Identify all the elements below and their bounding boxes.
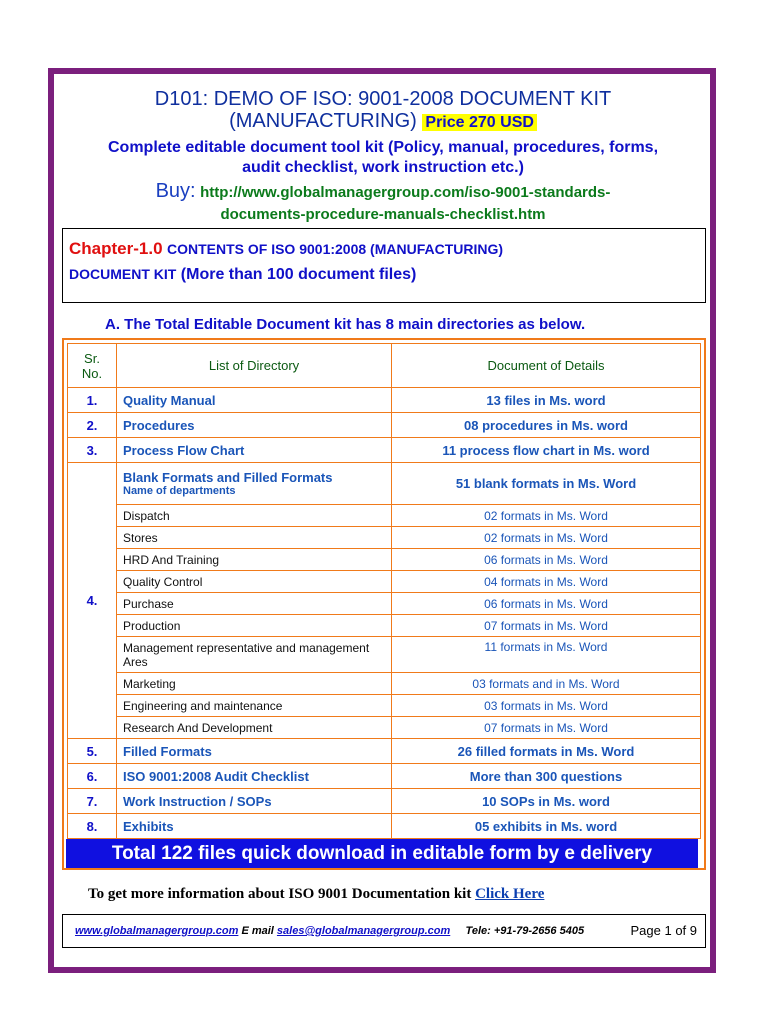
page-footer — [62, 914, 706, 948]
row-name: ISO 9001:2008 Audit Checklist — [117, 764, 392, 789]
subrow-detail: 07 formats in Ms. Word — [392, 717, 701, 739]
title-line-1: D101: DEMO OF ISO: 9001-2008 DOCUMENT KIT — [154, 88, 612, 110]
row-detail: 08 procedures in Ms. word — [392, 413, 701, 438]
table-row — [68, 413, 701, 438]
table-row — [68, 438, 701, 463]
row-detail: 11 process flow chart in Ms. word — [392, 438, 701, 463]
subrow-name: Stores — [117, 527, 392, 549]
subrow-name: Production — [117, 615, 392, 637]
buy-link-line-1[interactable]: http://www.globalmanagergroup.com/iso-9001-standards- — [200, 184, 611, 201]
row-name: Quality Manual — [117, 388, 392, 413]
title-line-2 — [60, 110, 706, 134]
row-name — [117, 463, 392, 505]
table-subrow — [68, 549, 701, 571]
subrow-name: HRD And Training — [117, 549, 392, 571]
table-subrow — [68, 695, 701, 717]
subrow-name: Dispatch — [117, 505, 392, 527]
page-number: Page 1 of 9 — [630, 923, 697, 938]
table-row — [68, 814, 701, 839]
chapter-heading-box — [62, 228, 706, 303]
subrow-name: Purchase — [117, 593, 392, 615]
table-subrow — [68, 673, 701, 695]
section-a-heading: A. The Total Editable Document kit has 8 main directories as below. — [105, 316, 586, 333]
row-name: Procedures — [117, 413, 392, 438]
row-sr: 3. — [68, 438, 117, 463]
click-here-link[interactable]: Click Here — [475, 886, 545, 902]
title-manufacturing: (MANUFACTURING) — [229, 110, 417, 132]
table-subrow — [68, 571, 701, 593]
footer-site-link[interactable]: www.globalmanagergroup.com — [75, 925, 239, 937]
subrow-name: Marketing — [117, 673, 392, 695]
subrow-detail: 03 formats and in Ms. Word — [392, 673, 701, 695]
table-subrow — [68, 615, 701, 637]
departments-label: Name of departments — [123, 485, 236, 497]
document-title — [60, 88, 706, 134]
row-name: Filled Formats — [117, 739, 392, 764]
table-row — [68, 388, 701, 413]
row-detail: 51 blank formats in Ms. Word — [392, 463, 701, 505]
footer-telephone: Tele: +91-79-2656 5405 — [465, 925, 585, 937]
row-sr: 7. — [68, 789, 117, 814]
chapter-text-line-2: DOCUMENT KIT — [69, 266, 177, 282]
subrow-name: Quality Control — [117, 571, 392, 593]
subrow-detail: 02 formats in Ms. Word — [392, 505, 701, 527]
table-row — [68, 739, 701, 764]
subtitle-line-2: audit checklist, work instruction etc.) — [242, 159, 524, 176]
subtitle — [60, 138, 706, 178]
more-info-line — [88, 886, 544, 903]
row-detail: 26 filled formats in Ms. Word — [392, 739, 701, 764]
row-sr: 6. — [68, 764, 117, 789]
more-info-text: To get more information about ISO 9001 Documentation kit — [88, 886, 472, 902]
chapter-more-text: (More than 100 document files) — [180, 266, 417, 283]
table-header-row — [68, 344, 701, 388]
subrow-detail: 07 formats in Ms. Word — [392, 615, 701, 637]
table-subrow — [68, 717, 701, 739]
subrow-detail: 06 formats in Ms. Word — [392, 549, 701, 571]
directory-table-frame — [62, 338, 706, 870]
row-sr: 1. — [68, 388, 117, 413]
table-row — [68, 463, 701, 505]
row-detail: More than 300 questions — [392, 764, 701, 789]
row-name: Exhibits — [117, 814, 392, 839]
subrow-detail: 02 formats in Ms. Word — [392, 527, 701, 549]
directory-table — [67, 343, 701, 839]
total-files-banner: Total 122 files quick download in editable form by e delivery — [66, 839, 698, 868]
row-sr: 2. — [68, 413, 117, 438]
buy-label: Buy: — [155, 180, 196, 202]
subrow-name: Research And Development — [117, 717, 392, 739]
header-list-of-directory: List of Directory — [117, 344, 392, 388]
chapter-text-line-1: CONTENTS OF ISO 9001:2008 (MANUFACTURING) — [166, 241, 504, 257]
row-sr: 4. — [68, 463, 117, 739]
price-badge: Price 270 USD — [422, 114, 537, 131]
table-subrow — [68, 593, 701, 615]
header-document-details: Document of Details — [392, 344, 701, 388]
row-detail: 05 exhibits in Ms. word — [392, 814, 701, 839]
row-detail: 13 files in Ms. word — [392, 388, 701, 413]
row-sr: 8. — [68, 814, 117, 839]
subrow-detail: 03 formats in Ms. Word — [392, 695, 701, 717]
footer-email-label: E mail — [241, 925, 274, 937]
table-subrow — [68, 637, 701, 673]
subrow-name: Engineering and maintenance — [117, 695, 392, 717]
chapter-number: Chapter-1.0 — [69, 239, 163, 258]
subtitle-line-1: Complete editable document tool kit (Policy, manual, procedures, forms, — [107, 139, 659, 156]
group-name: Blank Formats and Filled Formats — [123, 470, 333, 485]
subrow-name: Management representative and management Ares — [117, 637, 392, 673]
table-row — [68, 789, 701, 814]
table-subrow — [68, 505, 701, 527]
subrow-detail: 04 formats in Ms. Word — [392, 571, 701, 593]
buy-section — [60, 180, 706, 226]
row-detail: 10 SOPs in Ms. word — [392, 789, 701, 814]
footer-email-link[interactable]: sales@globalmanagergroup.com — [276, 925, 451, 937]
table-row — [68, 764, 701, 789]
subrow-detail: 06 formats in Ms. Word — [392, 593, 701, 615]
row-name: Work Instruction / SOPs — [117, 789, 392, 814]
row-name: Process Flow Chart — [117, 438, 392, 463]
subrow-detail: 11 formats in Ms. Word — [392, 637, 701, 673]
buy-link-line-2[interactable]: documents-procedure-manuals-checklist.htm — [220, 206, 546, 223]
table-subrow — [68, 527, 701, 549]
header-sr-no: Sr. No. — [68, 344, 117, 388]
row-sr: 5. — [68, 739, 117, 764]
